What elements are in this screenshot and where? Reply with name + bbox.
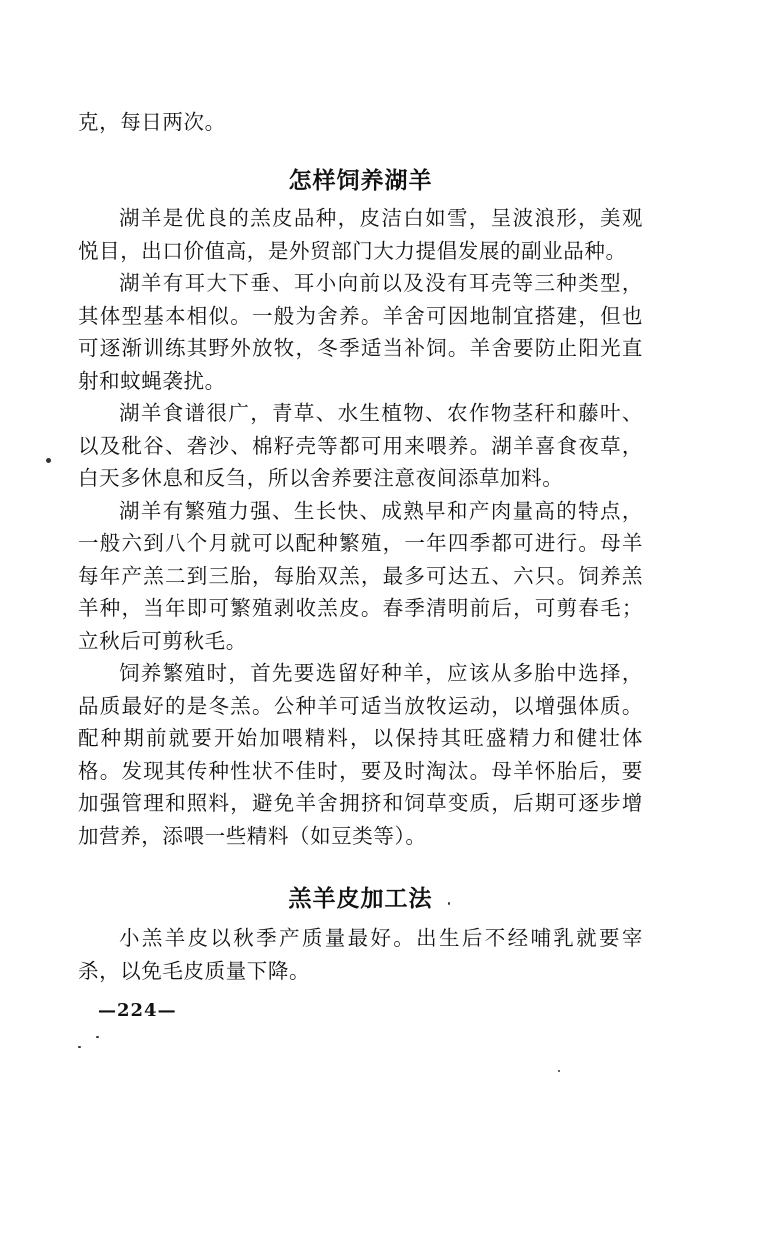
continuation-block <box>78 106 643 139</box>
paragraph: 饲养繁殖时，首先要选留好种羊，应该从多胎中选择，品质最好的是冬羔。公种羊可适当放牧运动，以增强体质。配种期前就要开始加喂精料，以保持其旺盛精力和健壮体格。发现其传种性状不佳时，要及时淘汰。母羊怀胎后，要加强管理和照料，避免羊舍拥挤和饲草变质，后期可逐步增加营养，添喂一些精料（如豆类等）。 <box>78 661 643 848</box>
section-heading-hu-sheep: 怎样饲养湖羊 <box>288 167 433 194</box>
page-number: —224— <box>98 1000 177 1021</box>
paragraph: 湖羊有耳大下垂、耳小向前以及没有耳壳等三种类型，其体型基本相似。一般为舍养。羊舍可因地制宜搭建，但也可逐渐训练其野外放牧，冬季适当补饲。羊舍要防止阳光直射和蚊蝇袭扰。 <box>78 271 643 393</box>
section-heading-lambskin: 羔羊皮加工法 <box>288 885 433 912</box>
continuation-text: 克，每日两次。 <box>78 110 226 134</box>
paragraph: 湖羊是优良的羔皮品种，皮洁白如雪，呈波浪形，美观悦目，出口价值高，是外贸部门大力提倡发展的副业品种。 <box>78 206 643 263</box>
paragraph: 湖羊食谱很广，青草、水生植物、农作物茎秆和藤叶、以及秕谷、砻沙、棉籽壳等都可用来喂养。湖羊喜食夜草，白天多休息和反刍，所以舍养要注意夜间添草加料。 <box>78 401 643 490</box>
scan-speck <box>96 1036 99 1038</box>
section-body-lambskin <box>78 922 643 987</box>
paragraph: 小羔羊皮以秋季产质量最好。出生后不经哺乳就要宰杀，以免毛皮质量下降。 <box>78 926 643 983</box>
section-body-hu-sheep <box>78 202 643 852</box>
paragraph: 湖羊有繁殖力强、生长快、成熟早和产肉量高的特点，一般六到八个月就可以配种繁殖，一年四季都可进行。母羊每年产羔二到三胎，每胎双羔，最多可达五、六只。饲养羔羊种，当年即可繁殖剥收羔皮。春季清明前后，可剪春毛；立秋后可剪秋毛。 <box>78 498 643 653</box>
scan-speck <box>448 902 450 905</box>
scan-speck <box>558 1070 560 1072</box>
scan-speck <box>78 1046 81 1048</box>
scan-speck <box>46 458 51 463</box>
